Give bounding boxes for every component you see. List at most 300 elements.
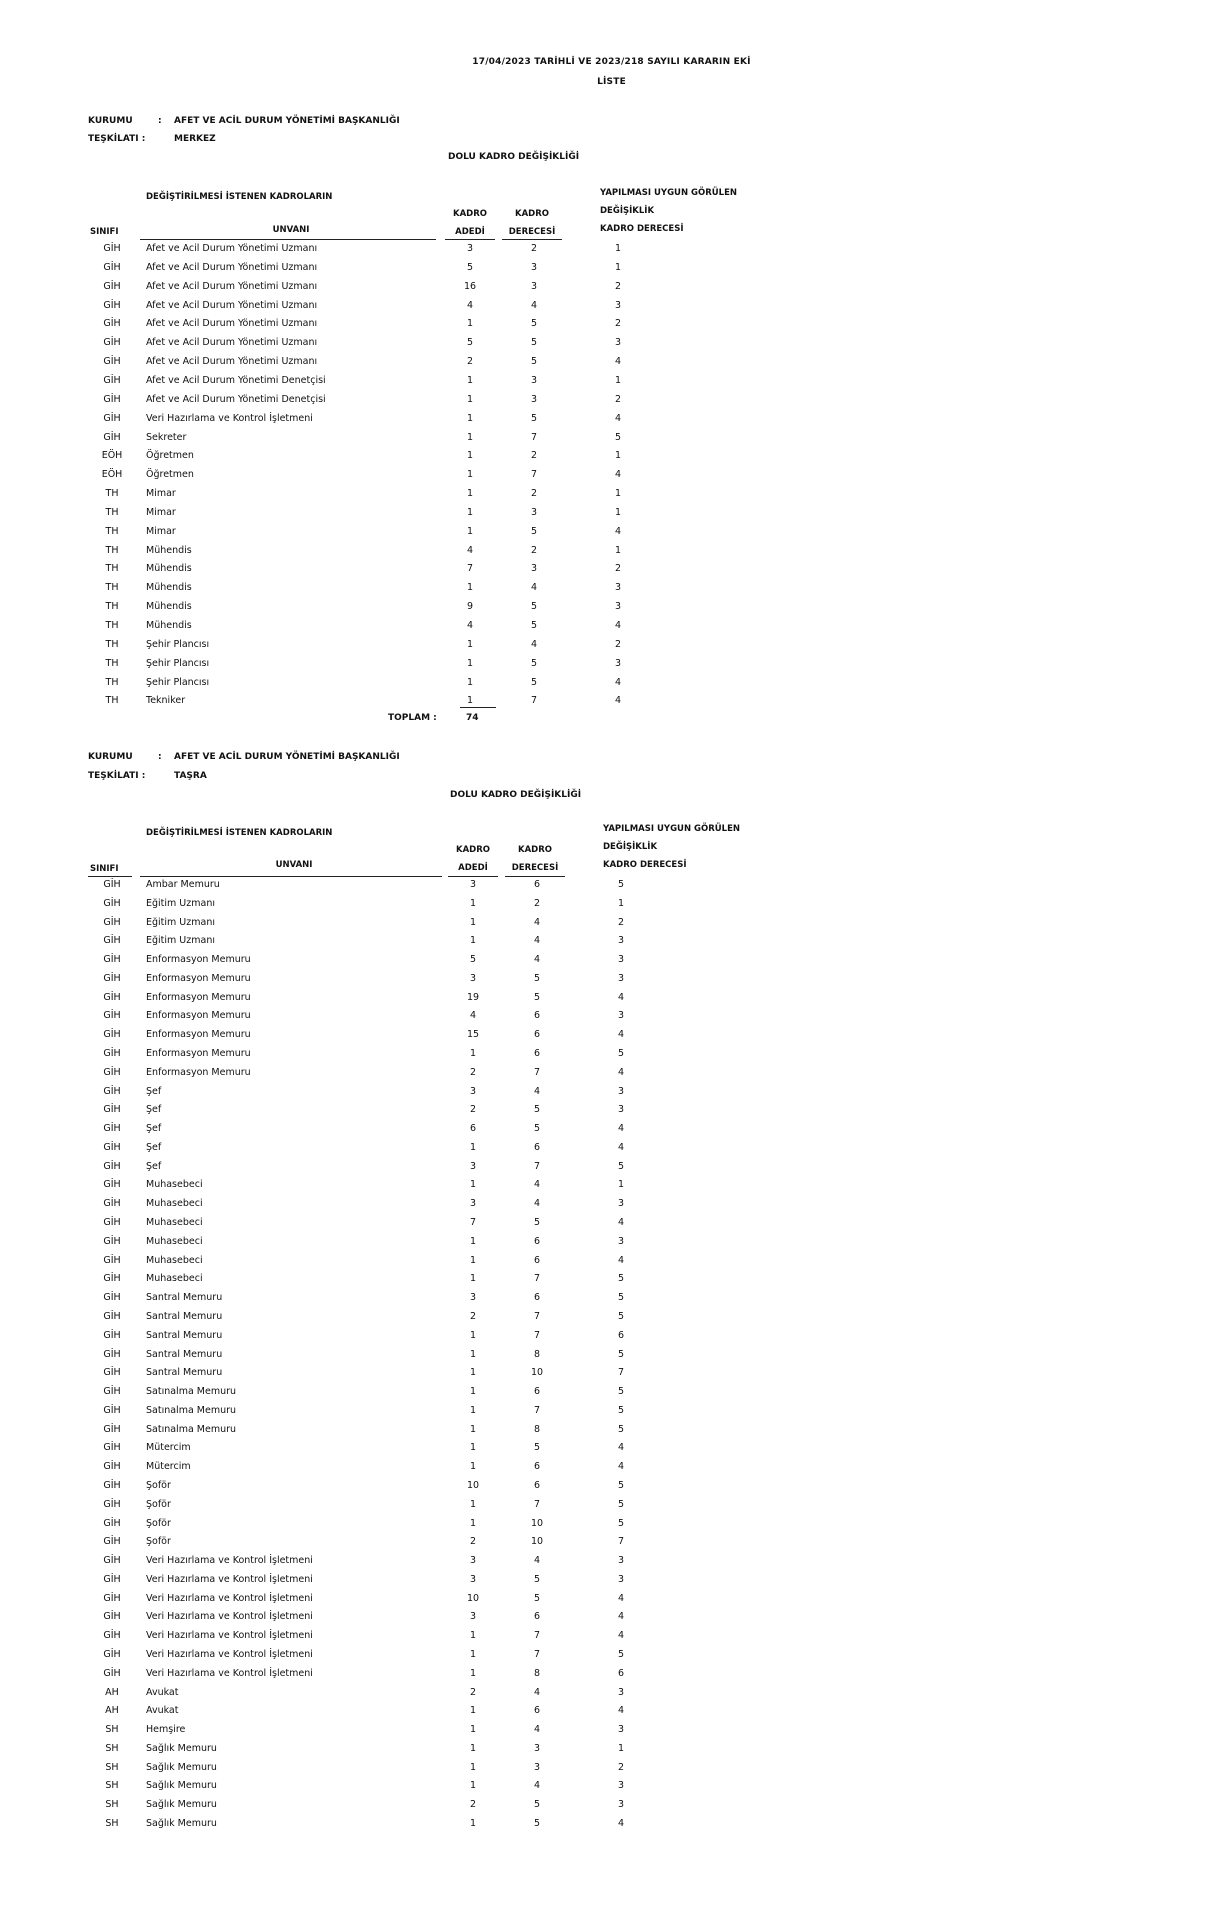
unvan-cell: Mimar xyxy=(146,506,176,518)
new-derece-cell: 3 xyxy=(614,657,622,669)
adet-cell: 1 xyxy=(469,1461,477,1473)
unvan-cell: Afet ve Acil Durum Yönetimi Uzmanı xyxy=(146,280,318,292)
table-row xyxy=(0,1518,1223,1536)
new-derece-cell: 3 xyxy=(614,299,622,311)
sinif-cell: GİH xyxy=(103,1667,121,1679)
sinif-cell: TH xyxy=(105,506,119,518)
derece-cell: 2 xyxy=(530,450,538,462)
unvan-cell: Şef xyxy=(146,1160,162,1172)
derece-cell: 6 xyxy=(533,879,541,890)
sinif-cell: GİH xyxy=(103,1479,121,1491)
sinif-cell: EÖH xyxy=(101,450,123,462)
unvan-cell: Ambar Memuru xyxy=(146,879,220,890)
new-derece-cell: 6 xyxy=(617,1667,625,1679)
derece-cell: 6 xyxy=(533,1705,541,1717)
derece-cell: 3 xyxy=(533,1742,541,1754)
derece-cell: 6 xyxy=(533,1292,541,1304)
unvan-cell: Santral Memuru xyxy=(146,1348,223,1360)
unvan-cell: Mühendis xyxy=(146,582,192,594)
adet-cell: 15 xyxy=(466,1029,480,1041)
sinif-cell: GİH xyxy=(103,1461,121,1473)
sinif-cell: GİH xyxy=(103,1179,121,1191)
derece-cell: 7 xyxy=(533,1648,541,1660)
unvan-cell: Avukat xyxy=(146,1686,179,1698)
unvan-cell: Şehir Plancısı xyxy=(146,676,210,688)
merkez-kurum-line xyxy=(88,116,400,126)
merkez-proposal-label-2: DEĞİŞİKLİK xyxy=(600,206,655,216)
table-row xyxy=(0,375,1223,393)
unvan-cell: Afet ve Acil Durum Yönetimi Uzmanı xyxy=(146,318,318,330)
adet-cell: 3 xyxy=(469,1085,477,1097)
adet-cell: 1 xyxy=(466,488,474,500)
unvan-cell: Veri Hazırlama ve Kontrol İşletmeni xyxy=(146,1630,313,1642)
derece-cell: 5 xyxy=(533,1573,541,1585)
new-derece-cell: 5 xyxy=(614,431,622,443)
sinif-cell: TH xyxy=(105,638,119,650)
new-derece-cell: 1 xyxy=(614,506,622,518)
sinif-cell: GİH xyxy=(103,916,121,928)
table-row xyxy=(0,1743,1223,1761)
derece-cell: 5 xyxy=(530,356,538,368)
derece-cell: 5 xyxy=(533,991,541,1003)
derece-cell: 3 xyxy=(533,1761,541,1773)
new-derece-cell: 5 xyxy=(617,1160,625,1172)
adet-cell: 1 xyxy=(469,1630,477,1642)
tasra-derecesi-label: DERECESİ xyxy=(511,863,559,873)
table-row xyxy=(0,1442,1223,1460)
derece-cell: 3 xyxy=(530,374,538,386)
table-row xyxy=(0,695,1223,713)
sinif-cell: GİH xyxy=(103,935,121,947)
derece-cell: 6 xyxy=(533,1479,541,1491)
table-row xyxy=(0,281,1223,299)
table-row xyxy=(0,1480,1223,1498)
derece-cell: 8 xyxy=(533,1348,541,1360)
unvan-cell: Mütercim xyxy=(146,1442,191,1454)
adet-cell: 3 xyxy=(469,879,477,890)
new-derece-cell: 2 xyxy=(614,318,622,330)
tasra-kadro-label-1: KADRO xyxy=(456,845,490,855)
new-derece-cell: 5 xyxy=(617,1498,625,1510)
sinif-cell: TH xyxy=(105,525,119,537)
table-row xyxy=(0,935,1223,953)
unvan-cell: Muhasebeci xyxy=(146,1179,203,1191)
adet-cell: 7 xyxy=(469,1217,477,1229)
table-row xyxy=(0,1611,1223,1629)
sinif-cell: TH xyxy=(105,676,119,688)
derece-cell: 5 xyxy=(533,1592,541,1604)
unvan-cell: Mühendis xyxy=(146,544,192,556)
unvan-cell: Veri Hazırlama ve Kontrol İşletmeni xyxy=(146,1611,313,1623)
derece-cell: 3 xyxy=(530,506,538,518)
new-derece-cell: 1 xyxy=(617,1742,625,1754)
merkez-total-value: 74 xyxy=(466,713,479,723)
adet-cell: 4 xyxy=(466,620,474,631)
sinif-cell: GİH xyxy=(103,1160,121,1172)
derece-cell: 7 xyxy=(533,1066,541,1078)
unvan-cell: Şoför xyxy=(146,1536,171,1548)
new-derece-cell: 3 xyxy=(617,1555,625,1567)
table-row xyxy=(0,1179,1223,1197)
new-derece-cell: 3 xyxy=(617,935,625,947)
table-row xyxy=(0,1330,1223,1348)
adet-cell: 1 xyxy=(469,935,477,947)
derece-cell: 6 xyxy=(533,1141,541,1153)
new-derece-cell: 5 xyxy=(617,1292,625,1304)
table-row xyxy=(0,243,1223,261)
table-row xyxy=(0,954,1223,972)
unvan-cell: Veri Hazırlama ve Kontrol İşletmeni xyxy=(146,1648,313,1660)
teskilat-value: MERKEZ xyxy=(174,134,216,144)
sinif-cell: SH xyxy=(105,1761,119,1773)
new-derece-cell: 4 xyxy=(617,1611,625,1623)
tasra-adedi-label: ADEDİ xyxy=(458,863,488,873)
new-derece-cell: 4 xyxy=(614,356,622,368)
adet-cell: 1 xyxy=(469,1367,477,1379)
merkez-unvani-underline xyxy=(140,239,436,240)
derece-cell: 7 xyxy=(530,695,538,707)
new-derece-cell: 3 xyxy=(614,582,622,594)
sinif-cell: GİH xyxy=(103,1386,121,1398)
merkez-derecesi-underline xyxy=(502,239,562,240)
derece-cell: 3 xyxy=(530,280,538,292)
unvan-cell: Afet ve Acil Durum Yönetimi Denetçisi xyxy=(146,374,326,386)
unvan-cell: Muhasebeci xyxy=(146,1254,203,1266)
sinif-cell: GİH xyxy=(103,1630,121,1642)
unvan-cell: Şehir Plancısı xyxy=(146,638,210,650)
unvan-cell: Şef xyxy=(146,1123,162,1135)
new-derece-cell: 4 xyxy=(617,1217,625,1229)
derece-cell: 5 xyxy=(533,1123,541,1135)
sinif-cell: TH xyxy=(105,695,119,707)
new-derece-cell: 3 xyxy=(617,1799,625,1811)
table-row xyxy=(0,526,1223,544)
table-row xyxy=(0,450,1223,468)
table-row xyxy=(0,1217,1223,1235)
sinif-cell: AH xyxy=(105,1686,119,1698)
unvan-cell: Veri Hazırlama ve Kontrol İşletmeni xyxy=(146,412,313,424)
derece-cell: 6 xyxy=(533,1461,541,1473)
adet-cell: 2 xyxy=(469,1066,477,1078)
new-derece-cell: 4 xyxy=(617,1123,625,1135)
merkez-proposal-label-1: YAPILMASI UYGUN GÖRÜLEN xyxy=(600,188,738,198)
unvan-cell: Muhasebeci xyxy=(146,1235,203,1247)
new-derece-cell: 4 xyxy=(617,1705,625,1717)
adet-cell: 2 xyxy=(469,1310,477,1322)
derece-cell: 5 xyxy=(533,1818,541,1829)
table-row xyxy=(0,1010,1223,1028)
tasra-sinifi-label: SINIFI xyxy=(90,864,119,874)
tasra-teskilat-line xyxy=(88,771,207,781)
table-row xyxy=(0,1367,1223,1385)
unvan-cell: Satınalma Memuru xyxy=(146,1404,237,1416)
adet-cell: 1 xyxy=(469,1780,477,1792)
kurum-colon: : xyxy=(158,752,162,762)
table-row xyxy=(0,620,1223,638)
tasra-proposal-label-1: YAPILMASI UYGUN GÖRÜLEN xyxy=(603,824,741,834)
sinif-cell: GİH xyxy=(103,1648,121,1660)
table-row xyxy=(0,658,1223,676)
table-row xyxy=(0,992,1223,1010)
adet-cell: 2 xyxy=(469,1686,477,1698)
derece-cell: 5 xyxy=(530,525,538,537)
unvan-cell: Sekreter xyxy=(146,431,187,443)
adet-cell: 3 xyxy=(469,972,477,984)
sinif-cell: GİH xyxy=(103,991,121,1003)
new-derece-cell: 2 xyxy=(614,280,622,292)
adet-cell: 1 xyxy=(469,1761,477,1773)
merkez-kadro-label-1: KADRO xyxy=(453,209,487,219)
adet-cell: 1 xyxy=(466,676,474,688)
unvan-cell: Tekniker xyxy=(146,695,186,707)
table-row xyxy=(0,898,1223,916)
merkez-teskilat-line xyxy=(88,134,216,144)
new-derece-cell: 7 xyxy=(617,1536,625,1548)
unvan-cell: Şoför xyxy=(146,1517,171,1529)
adet-cell: 5 xyxy=(466,337,474,349)
tasra-adedi-underline xyxy=(448,876,498,877)
sinif-cell: TH xyxy=(105,657,119,669)
table-row xyxy=(0,879,1223,897)
sinif-cell: GİH xyxy=(103,374,121,386)
sinif-cell: TH xyxy=(105,601,119,613)
new-derece-cell: 4 xyxy=(614,525,622,537)
derece-cell: 10 xyxy=(530,1517,544,1529)
sinif-cell: GİH xyxy=(103,412,121,424)
table-row xyxy=(0,1029,1223,1047)
new-derece-cell: 4 xyxy=(617,1461,625,1473)
derece-cell: 3 xyxy=(530,563,538,575)
unvan-cell: Şef xyxy=(146,1141,162,1153)
adet-cell: 1 xyxy=(466,374,474,386)
unvan-cell: Veri Hazırlama ve Kontrol İşletmeni xyxy=(146,1573,313,1585)
new-derece-cell: 4 xyxy=(617,1630,625,1642)
tasra-kadro-label-2: KADRO xyxy=(518,845,552,855)
adet-cell: 1 xyxy=(469,1705,477,1717)
adet-cell: 16 xyxy=(463,280,477,292)
adet-cell: 2 xyxy=(469,1799,477,1811)
adet-cell: 1 xyxy=(466,506,474,518)
adet-cell: 1 xyxy=(466,469,474,481)
sinif-cell: GİH xyxy=(103,1404,121,1416)
adet-cell: 2 xyxy=(469,1536,477,1548)
unvan-cell: Veri Hazırlama ve Kontrol İşletmeni xyxy=(146,1592,313,1604)
derece-cell: 8 xyxy=(533,1423,541,1435)
sinif-cell: GİH xyxy=(103,1217,121,1229)
new-derece-cell: 4 xyxy=(614,620,622,631)
sinif-cell: TH xyxy=(105,488,119,500)
table-row xyxy=(0,1386,1223,1404)
unvan-cell: Eğitim Uzmanı xyxy=(146,935,215,947)
adet-cell: 1 xyxy=(469,1254,477,1266)
unvan-cell: Eğitim Uzmanı xyxy=(146,897,215,909)
derece-cell: 5 xyxy=(530,318,538,330)
derece-cell: 7 xyxy=(533,1273,541,1285)
derece-cell: 6 xyxy=(533,1254,541,1266)
derece-cell: 5 xyxy=(530,620,538,631)
unvan-cell: Enformasyon Memuru xyxy=(146,1010,251,1022)
sinif-cell: GİH xyxy=(103,1235,121,1247)
merkez-change-heading: DEĞİŞTİRİLMESİ İSTENEN KADROLARIN xyxy=(146,192,333,202)
adet-cell: 1 xyxy=(469,1048,477,1060)
sinif-cell: GİH xyxy=(103,1254,121,1266)
kurum-colon: : xyxy=(158,116,162,126)
unvan-cell: Enformasyon Memuru xyxy=(146,954,251,966)
merkez-adedi-underline xyxy=(445,239,495,240)
derece-cell: 7 xyxy=(533,1329,541,1341)
new-derece-cell: 4 xyxy=(617,1592,625,1604)
unvan-cell: Enformasyon Memuru xyxy=(146,972,251,984)
unvan-cell: Afet ve Acil Durum Yönetimi Uzmanı xyxy=(146,243,318,254)
document-subtitle: LİSTE xyxy=(597,77,626,87)
table-row xyxy=(0,1067,1223,1085)
unvan-cell: Muhasebeci xyxy=(146,1198,203,1210)
sinif-cell: GİH xyxy=(103,1066,121,1078)
kurum-value: AFET VE ACİL DURUM YÖNETİMİ BAŞKANLIĞI xyxy=(174,752,400,762)
new-derece-cell: 5 xyxy=(617,1386,625,1398)
sinif-cell: GİH xyxy=(103,393,121,405)
adet-cell: 1 xyxy=(469,897,477,909)
sinif-cell: GİH xyxy=(103,1085,121,1097)
table-row xyxy=(0,677,1223,695)
adet-cell: 1 xyxy=(469,1179,477,1191)
sinif-cell: GİH xyxy=(103,972,121,984)
derece-cell: 7 xyxy=(530,469,538,481)
table-row xyxy=(0,1255,1223,1273)
tasra-proposal-label-2: DEĞİŞİKLİK xyxy=(603,842,658,852)
table-row xyxy=(0,1555,1223,1573)
kurum-value: AFET VE ACİL DURUM YÖNETİMİ BAŞKANLIĞI xyxy=(174,116,400,126)
sinif-cell: GİH xyxy=(103,1611,121,1623)
sinif-cell: GİH xyxy=(103,1423,121,1435)
derece-cell: 5 xyxy=(533,1799,541,1811)
table-row xyxy=(0,1198,1223,1216)
unvan-cell: Enformasyon Memuru xyxy=(146,1048,251,1060)
kurum-label: KURUMU xyxy=(88,752,133,762)
unvan-cell: Eğitim Uzmanı xyxy=(146,916,215,928)
new-derece-cell: 3 xyxy=(614,337,622,349)
merkez-kadro-label-2: KADRO xyxy=(515,209,549,219)
merkez-total-label: TOPLAM : xyxy=(388,713,437,723)
derece-cell: 6 xyxy=(533,1010,541,1022)
sinif-cell: SH xyxy=(105,1724,119,1736)
table-row xyxy=(0,1292,1223,1310)
unvan-cell: Avukat xyxy=(146,1705,179,1717)
new-derece-cell: 5 xyxy=(617,1348,625,1360)
derece-cell: 5 xyxy=(533,1442,541,1454)
derece-cell: 10 xyxy=(530,1367,544,1379)
sinif-cell: GİH xyxy=(103,1367,121,1379)
adet-cell: 1 xyxy=(469,1818,477,1829)
sinif-cell: GİH xyxy=(103,280,121,292)
table-row xyxy=(0,1630,1223,1648)
unvan-cell: Mütercim xyxy=(146,1461,191,1473)
unvan-cell: Şehir Plancısı xyxy=(146,657,210,669)
adet-cell: 10 xyxy=(466,1479,480,1491)
sinif-cell: GİH xyxy=(103,1048,121,1060)
adet-cell: 1 xyxy=(466,525,474,537)
new-derece-cell: 5 xyxy=(617,1048,625,1060)
tasra-section-title: DOLU KADRO DEĞİŞİKLİĞİ xyxy=(450,790,582,800)
unvan-cell: Sağlık Memuru xyxy=(146,1799,217,1811)
tasra-unvani-label: UNVANI xyxy=(275,860,313,870)
unvan-cell: Santral Memuru xyxy=(146,1310,223,1322)
derece-cell: 6 xyxy=(533,1029,541,1041)
sinif-cell: GİH xyxy=(103,1029,121,1041)
derece-cell: 3 xyxy=(530,261,538,273)
derece-cell: 7 xyxy=(533,1404,541,1416)
new-derece-cell: 5 xyxy=(617,1273,625,1285)
sinif-cell: SH xyxy=(105,1818,119,1829)
table-row xyxy=(0,1499,1223,1517)
new-derece-cell: 1 xyxy=(614,243,622,254)
adet-cell: 1 xyxy=(469,1742,477,1754)
sinif-cell: GİH xyxy=(103,1141,121,1153)
adet-cell: 3 xyxy=(469,1611,477,1623)
derece-cell: 2 xyxy=(530,544,538,556)
derece-cell: 2 xyxy=(533,897,541,909)
sinif-cell: TH xyxy=(105,544,119,556)
tasra-derecesi-underline xyxy=(505,876,565,877)
derece-cell: 4 xyxy=(533,954,541,966)
unvan-cell: Santral Memuru xyxy=(146,1329,223,1341)
new-derece-cell: 1 xyxy=(614,544,622,556)
derece-cell: 4 xyxy=(533,935,541,947)
unvan-cell: Afet ve Acil Durum Yönetimi Uzmanı xyxy=(146,337,318,349)
new-derece-cell: 2 xyxy=(617,916,625,928)
adet-cell: 9 xyxy=(466,601,474,613)
unvan-cell: Şef xyxy=(146,1104,162,1116)
document-title: 17/04/2023 TARİHLİ VE 2023/218 SAYILI KARARIN EKİ xyxy=(472,57,751,67)
adet-cell: 2 xyxy=(466,356,474,368)
derece-cell: 4 xyxy=(533,916,541,928)
unvan-cell: Sağlık Memuru xyxy=(146,1742,217,1754)
derece-cell: 6 xyxy=(533,1235,541,1247)
adet-cell: 1 xyxy=(469,1273,477,1285)
derece-cell: 3 xyxy=(530,393,538,405)
unvan-cell: Sağlık Memuru xyxy=(146,1780,217,1792)
adet-cell: 1 xyxy=(469,1667,477,1679)
table-row xyxy=(0,1405,1223,1423)
table-row xyxy=(0,1104,1223,1122)
sinif-cell: GİH xyxy=(103,318,121,330)
sinif-cell: GİH xyxy=(103,1592,121,1604)
new-derece-cell: 3 xyxy=(617,1235,625,1247)
new-derece-cell: 4 xyxy=(617,1254,625,1266)
table-row xyxy=(0,1780,1223,1798)
unvan-cell: Veri Hazırlama ve Kontrol İşletmeni xyxy=(146,1555,313,1567)
unvan-cell: Veri Hazırlama ve Kontrol İşletmeni xyxy=(146,1667,313,1679)
table-row xyxy=(0,1236,1223,1254)
adet-cell: 3 xyxy=(469,1160,477,1172)
unvan-cell: Mühendis xyxy=(146,620,192,631)
table-row xyxy=(0,1762,1223,1780)
adet-cell: 3 xyxy=(469,1555,477,1567)
sinif-cell: GİH xyxy=(103,1198,121,1210)
sinif-cell: SH xyxy=(105,1799,119,1811)
derece-cell: 4 xyxy=(533,1555,541,1567)
derece-cell: 5 xyxy=(530,337,538,349)
adet-cell: 1 xyxy=(469,1404,477,1416)
derece-cell: 5 xyxy=(530,412,538,424)
adet-cell: 3 xyxy=(469,1198,477,1210)
new-derece-cell: 4 xyxy=(617,1066,625,1078)
adet-cell: 1 xyxy=(469,1386,477,1398)
derece-cell: 5 xyxy=(530,676,538,688)
unvan-cell: Satınalma Memuru xyxy=(146,1423,237,1435)
new-derece-cell: 3 xyxy=(617,954,625,966)
adet-cell: 19 xyxy=(466,991,480,1003)
